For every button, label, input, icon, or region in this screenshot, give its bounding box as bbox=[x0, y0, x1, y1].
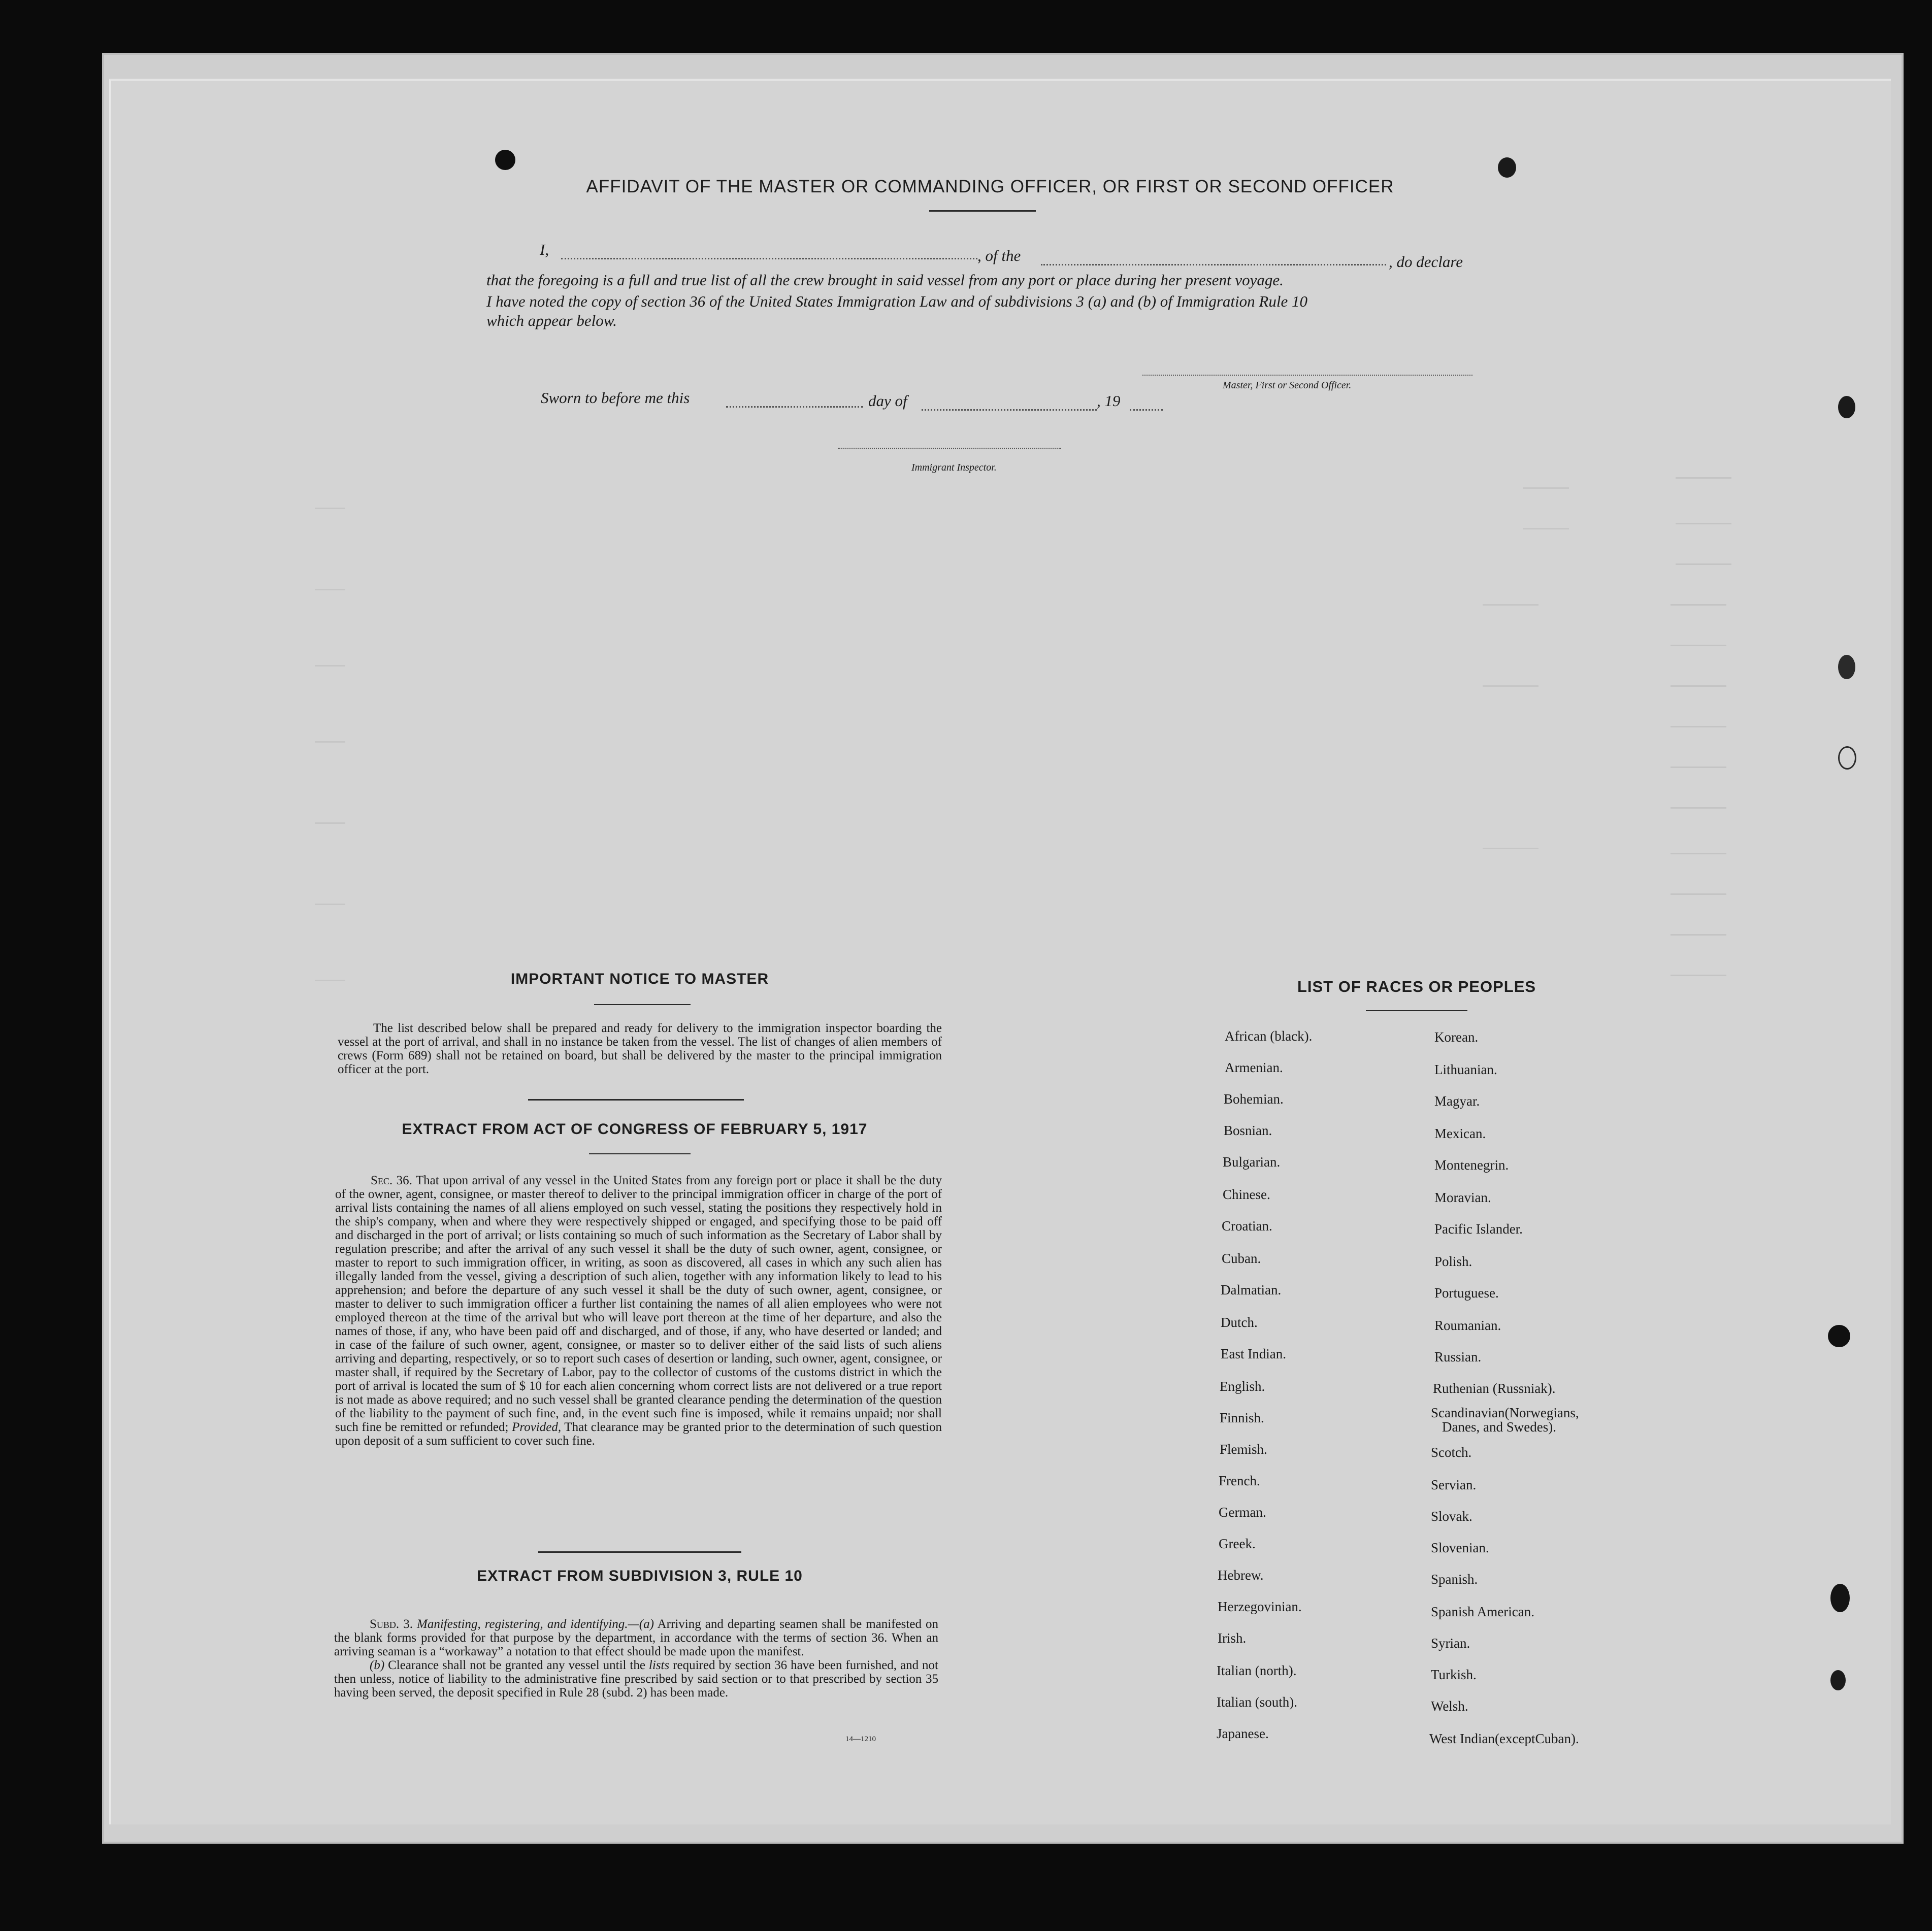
race-item: Italian (north). bbox=[1217, 1663, 1297, 1678]
officer-signature-field[interactable] bbox=[1142, 375, 1472, 376]
race-item: Mexican. bbox=[1434, 1126, 1486, 1141]
punch-hole bbox=[1838, 396, 1855, 418]
act-text: That upon arrival of any vessel in the United States from any foreign port or place it shall be the duty of the owner, agent, consignee, or master thereof to deliver to the principal immigration officer in charge of the port of arrival lists containing the names of all aliens employed on such vessel, stating the positions they respectively hold in the ship's company, when and where they were respectively shipped or engaged, and specifying those to be paid off and discharged in the port of arrival; or lists containing so much of such information as the Secretary of Labor shall by regulation prescribe; and after the arrival of any such vessel it shall be the duty of such owner, agent, consignee, or master to report to such immigration officer, in writing, as soon as discovered, all cases in which any such alien has illegally landed from the vessel, giving a description of such alien, together with any information likely to lead to his apprehension; and before the departure of any such vessel it shall be the duty of such owner, agent, consignee, or master to deliver to such immigration officer a further list containing the names of all alien employees who were not employed thereon at the time of the arrival but who will leave port thereon at the time of her departure, and also the names of those, if any, who have been paid off and discharged, and of those, if any, who have deserted or landed; and in case of the failure of such owner, agent, consignee, or master so to deliver either of the said lists of such aliens arriving and departing, respectively, or so to report such cases of desertion or landing, such owner, agent, consignee, or master shall, if required by the Secretary of Labor, pay to the collector of customs of the customs district in which the port of arrival is located the sum of $ 10 for each alien concerning whom correct lists are not delivered or a true report is not made as above required; and no such vessel shall be granted clearance pending the determination of the question of the liability to the payment of such fine, and, in the event such fine is imposed, while it remains unpaid; nor shall such fine be remitted or refunded; bbox=[335, 1174, 942, 1434]
race-item: Italian (south). bbox=[1217, 1694, 1297, 1710]
race-item: Herzegovinian. bbox=[1218, 1599, 1302, 1614]
section-label: Sec. 36. bbox=[371, 1174, 412, 1187]
form-number: 14—1210 bbox=[845, 1735, 876, 1743]
divider bbox=[1366, 1010, 1467, 1011]
sworn-year-field[interactable] bbox=[1130, 409, 1163, 411]
race-item: Portuguese. bbox=[1434, 1285, 1499, 1301]
race-item: Korean. bbox=[1434, 1029, 1479, 1045]
provided-label: Provided, bbox=[512, 1420, 562, 1434]
race-item: Servian. bbox=[1431, 1477, 1477, 1492]
affidavit-line-4: which appear below. bbox=[486, 312, 617, 329]
races-title: LIST OF RACES OR PEOPLES bbox=[1297, 978, 1536, 995]
race-item: Hebrew. bbox=[1218, 1568, 1264, 1583]
race-item: English. bbox=[1220, 1379, 1265, 1394]
race-item: German. bbox=[1219, 1505, 1266, 1520]
race-item: Welsh. bbox=[1431, 1699, 1468, 1714]
race-item: Russian. bbox=[1434, 1349, 1482, 1364]
race-item: French. bbox=[1219, 1473, 1260, 1488]
lists-word: lists bbox=[648, 1658, 670, 1672]
race-item: African (black). bbox=[1225, 1028, 1313, 1044]
document-page bbox=[109, 79, 1891, 1824]
divider bbox=[594, 1004, 691, 1005]
affidavit-declare-label: , do declare bbox=[1389, 253, 1463, 271]
race-item: Roumanian. bbox=[1434, 1318, 1501, 1333]
rule-part-a: Arriving and departing seamen shall be manifested on the blank forms provided for that purpose by the department, in accordance with the terms of section 36. When an arriving seaman is a “workaway” a notation to that effect should be made upon the manifest. bbox=[334, 1617, 938, 1658]
affidavit-title: AFFIDAVIT OF THE MASTER OR COMMANDING OFFICER, OR FIRST OR SECOND OFFICER bbox=[586, 177, 1394, 196]
officer-signature-caption: Master, First or Second Officer. bbox=[1223, 380, 1352, 391]
master-name-field[interactable] bbox=[561, 258, 977, 259]
race-item: Spanish. bbox=[1431, 1572, 1478, 1587]
race-item: Slovenian. bbox=[1431, 1540, 1489, 1555]
race-item: Turkish. bbox=[1431, 1667, 1477, 1682]
punch-hole bbox=[1828, 1325, 1850, 1347]
race-item: East Indian. bbox=[1221, 1346, 1286, 1361]
race-item: Croatian. bbox=[1222, 1218, 1272, 1234]
notice-body bbox=[338, 1021, 942, 1076]
affidavit-i-label: I, bbox=[540, 241, 549, 258]
sworn-day-field[interactable] bbox=[726, 406, 863, 408]
sworn-label: Sworn to before me this bbox=[541, 389, 690, 407]
subd-heading: Manifesting, registering, and identifying.—(a) bbox=[417, 1617, 654, 1631]
sworn-month-field[interactable] bbox=[922, 409, 1097, 411]
day-of-label: day of bbox=[868, 392, 907, 410]
race-item: Dutch. bbox=[1221, 1315, 1258, 1330]
notice-title: IMPORTANT NOTICE TO MASTER bbox=[510, 971, 769, 987]
punch-hole bbox=[1830, 1584, 1850, 1612]
race-item: Japanese. bbox=[1217, 1726, 1269, 1741]
race-item: Slovak. bbox=[1431, 1509, 1472, 1524]
race-item-continuation: Danes, and Swedes). bbox=[1442, 1419, 1556, 1435]
race-item: Polish. bbox=[1434, 1254, 1472, 1269]
race-item: Dalmatian. bbox=[1221, 1282, 1282, 1297]
race-item: Syrian. bbox=[1431, 1636, 1470, 1651]
race-item: Bulgarian. bbox=[1223, 1154, 1281, 1170]
race-item: West Indian(exceptCuban). bbox=[1429, 1731, 1579, 1746]
divider bbox=[538, 1551, 741, 1553]
punch-hole bbox=[1830, 1670, 1846, 1690]
inspector-signature-caption: Immigrant Inspector. bbox=[911, 462, 997, 473]
inspector-signature-field[interactable] bbox=[838, 448, 1061, 449]
act-title: EXTRACT FROM ACT OF CONGRESS OF FEBRUARY 5, 1917 bbox=[402, 1121, 868, 1138]
race-item: Moravian. bbox=[1434, 1190, 1491, 1205]
affidavit-line-3: I have noted the copy of section 36 of the United States Immigration Law and of subdivisions 3 (a) and (b) of Immigration Rule 10 bbox=[486, 292, 1307, 310]
rule-part-b2: required by section 36 have been furnished, and not then unless, notice of liability to the administrative fine prescribed by said section or to that prescribed by section 35 having been served, the deposit specified in Rule 28 (subd. 2) has been made. bbox=[334, 1658, 938, 1700]
notice-text: The list described below shall be prepared and ready for delivery to the immigration inspector boarding the vessel at the port of arrival, and shall in no instance be taken from the vessel. The list of changes of alien members of crews (Form 689) shall not be retained on board, but shall be delivered by the master to the principal immigration officer at the port. bbox=[338, 1021, 942, 1076]
act-body bbox=[335, 1174, 942, 1448]
race-item: Ruthenian (Russniak). bbox=[1433, 1381, 1556, 1396]
divider bbox=[589, 1153, 691, 1154]
race-item: Spanish American. bbox=[1431, 1604, 1534, 1619]
race-item: Irish. bbox=[1218, 1630, 1247, 1646]
punch-hole bbox=[1838, 746, 1856, 770]
affidavit-of-the-label: , of the bbox=[977, 247, 1021, 264]
rule-title: EXTRACT FROM SUBDIVISION 3, RULE 10 bbox=[477, 1568, 803, 1584]
rule-body bbox=[334, 1617, 938, 1700]
year-label: , 19 bbox=[1097, 392, 1121, 410]
race-item: Greek. bbox=[1219, 1536, 1256, 1551]
race-item: Scotch. bbox=[1431, 1445, 1472, 1460]
punch-hole bbox=[495, 150, 515, 170]
race-item: Magyar. bbox=[1434, 1093, 1480, 1109]
affidavit-line-2: that the foregoing is a full and true list of all the crew brought in said vessel from any port or place during her present voyage. bbox=[486, 271, 1284, 289]
punch-hole bbox=[1838, 655, 1855, 679]
race-item: Bosnian. bbox=[1224, 1123, 1272, 1138]
vessel-name-field[interactable] bbox=[1041, 264, 1386, 265]
race-item: Armenian. bbox=[1225, 1060, 1283, 1075]
act-text-end: That clearance may be granted prior to the determination of such question upon deposit of a sum sufficient to cover such fine. bbox=[335, 1420, 942, 1448]
race-item: Scandinavian(Norwegians, bbox=[1431, 1405, 1579, 1420]
race-item: Finnish. bbox=[1220, 1410, 1264, 1425]
rule-part-b1: Clearance shall not be granted any vessel until the bbox=[388, 1658, 645, 1672]
race-item: Chinese. bbox=[1223, 1187, 1270, 1202]
race-item: Bohemian. bbox=[1224, 1091, 1284, 1107]
race-item: Lithuanian. bbox=[1434, 1062, 1497, 1077]
punch-hole bbox=[1498, 157, 1516, 178]
b-label: (b) bbox=[370, 1658, 385, 1672]
race-item: Cuban. bbox=[1222, 1251, 1261, 1266]
divider bbox=[929, 210, 1036, 212]
race-item: Montenegrin. bbox=[1434, 1157, 1509, 1173]
race-item: Pacific Islander. bbox=[1434, 1221, 1523, 1237]
race-item: Flemish. bbox=[1220, 1442, 1267, 1457]
divider bbox=[528, 1099, 744, 1101]
subd-label: Subd. 3. bbox=[370, 1617, 413, 1631]
